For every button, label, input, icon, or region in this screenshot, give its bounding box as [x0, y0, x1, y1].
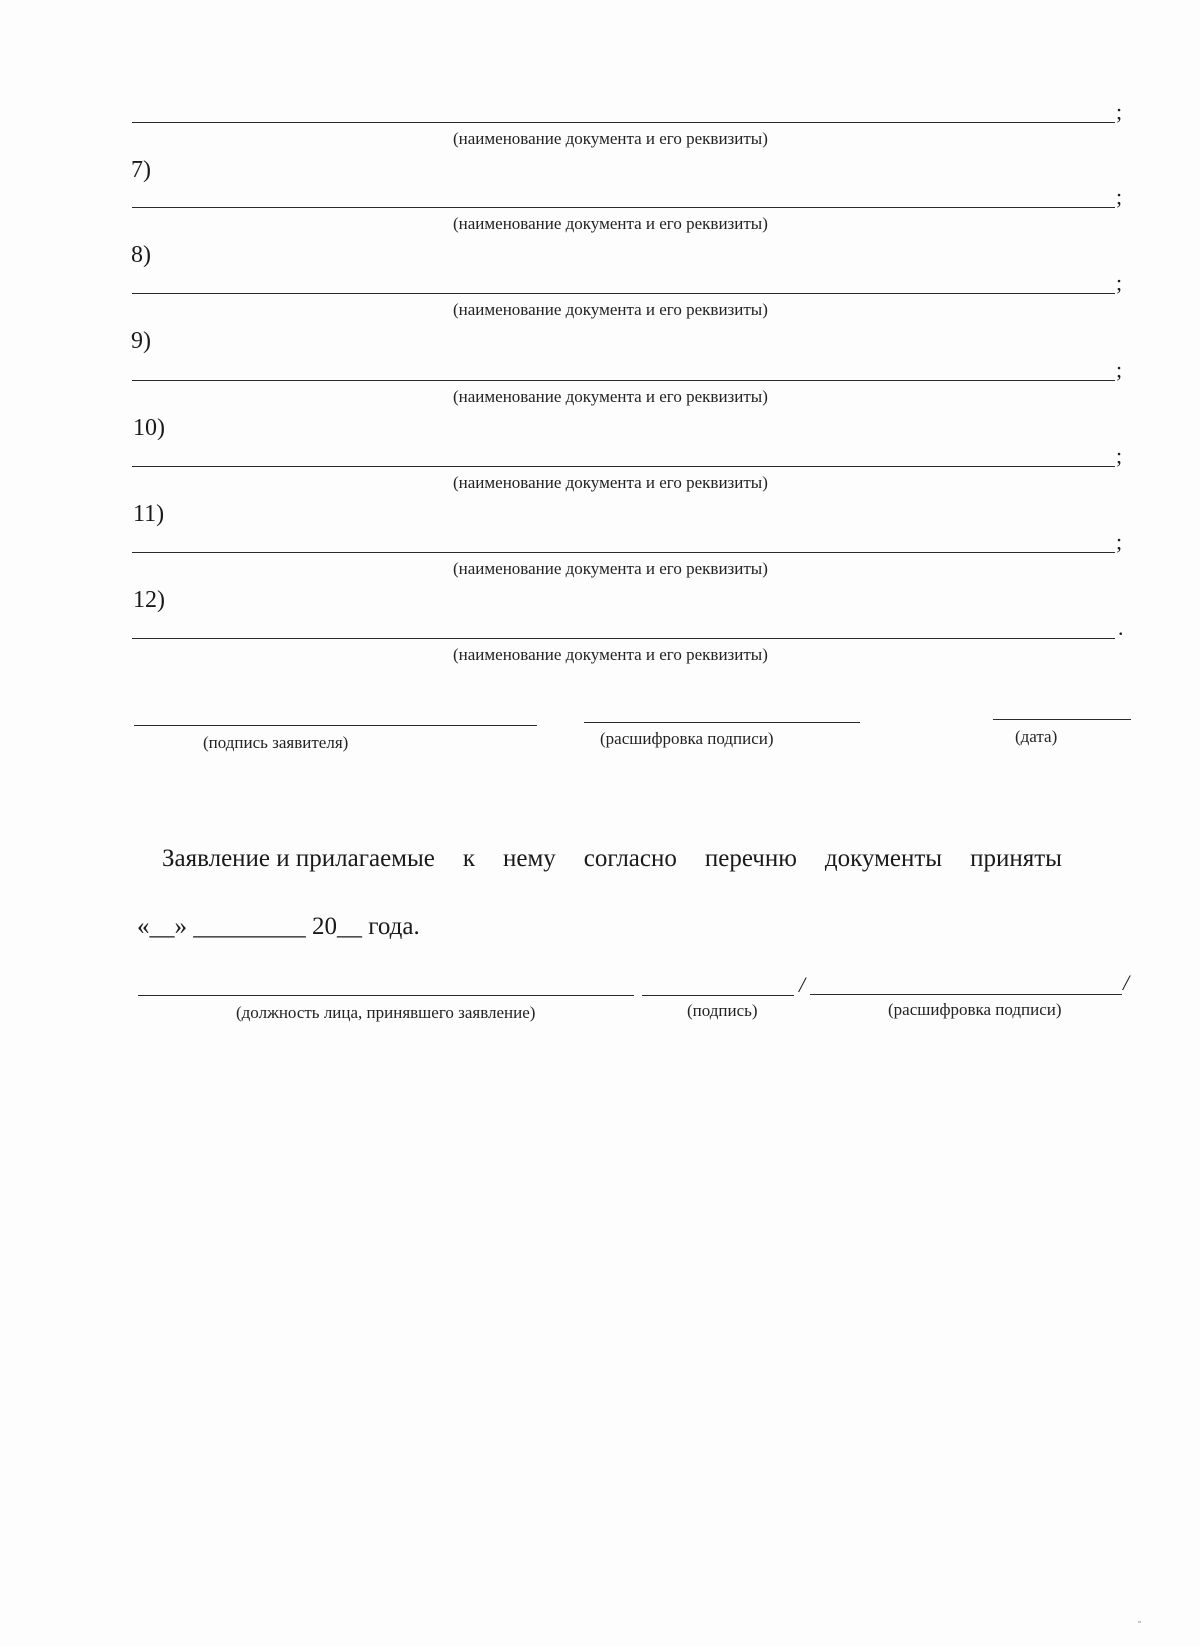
item-number-7: 7) [131, 157, 151, 183]
document-line-6 [132, 122, 1115, 123]
document-line-10 [132, 466, 1115, 467]
acceptance-statement [162, 846, 1062, 871]
document-caption-7: (наименование документа и его реквизиты) [453, 214, 768, 233]
document-caption-11: (наименование документа и его реквизиты) [453, 559, 768, 578]
official-decoding-line [810, 994, 1122, 995]
document-caption-9: (наименование документа и его реквизиты) [453, 387, 768, 406]
acceptance-word: Заявление и прилагаемые [162, 845, 435, 872]
line-end-7: ; [1116, 184, 1123, 209]
item-number-11: 11) [133, 501, 165, 527]
applicant-decoding-line [584, 722, 860, 723]
document-line-12 [132, 638, 1115, 639]
official-decoding-label: (расшифровка подписи) [888, 1000, 1062, 1019]
applicant-signature-line [134, 725, 537, 726]
acceptance-date: «__» _________ 20__ года. [137, 913, 420, 940]
item-number-10: 10) [133, 415, 165, 441]
acceptance-word: нему [502, 845, 556, 872]
signature-slash-right: / [1123, 970, 1130, 995]
line-end-12: . [1118, 615, 1124, 640]
acceptance-word: к [462, 845, 476, 872]
document-line-8 [132, 293, 1115, 294]
acceptance-word: приняты [970, 845, 1062, 872]
signature-slash-left: / [799, 972, 806, 997]
official-signature-label: (подпись) [687, 1001, 758, 1020]
item-number-12: 12) [133, 587, 165, 613]
item-number-8: 8) [131, 242, 151, 268]
document-caption-10: (наименование документа и его реквизиты) [453, 473, 768, 492]
line-end-9: ; [1116, 357, 1123, 382]
item-number-9: 9) [131, 328, 151, 354]
line-end-8: ; [1116, 270, 1123, 295]
document-caption-8: (наименование документа и его реквизиты) [453, 300, 768, 319]
official-signature-line [642, 995, 794, 996]
official-position-label: (должность лица, принявшего заявление) [236, 1003, 536, 1022]
acceptance-word: документы [824, 845, 943, 872]
applicant-date-label: (дата) [1015, 727, 1058, 746]
applicant-decoding-label: (расшифровка подписи) [600, 729, 774, 748]
line-end-11: ; [1116, 529, 1123, 554]
line-end-6: ; [1116, 99, 1123, 124]
document-caption-6: (наименование документа и его реквизиты) [453, 129, 768, 148]
acceptance-word: перечню [704, 845, 797, 872]
document-line-11 [132, 552, 1115, 553]
document-line-7 [132, 207, 1115, 208]
applicant-date-line [993, 719, 1131, 720]
line-end-10: ; [1116, 443, 1123, 468]
acceptance-word: согласно [583, 845, 677, 872]
official-position-line [138, 995, 634, 996]
document-caption-12: (наименование документа и его реквизиты) [453, 645, 768, 664]
applicant-signature-label: (подпись заявителя) [203, 733, 349, 752]
document-line-9 [132, 380, 1115, 381]
scan-speck [1138, 1621, 1141, 1623]
